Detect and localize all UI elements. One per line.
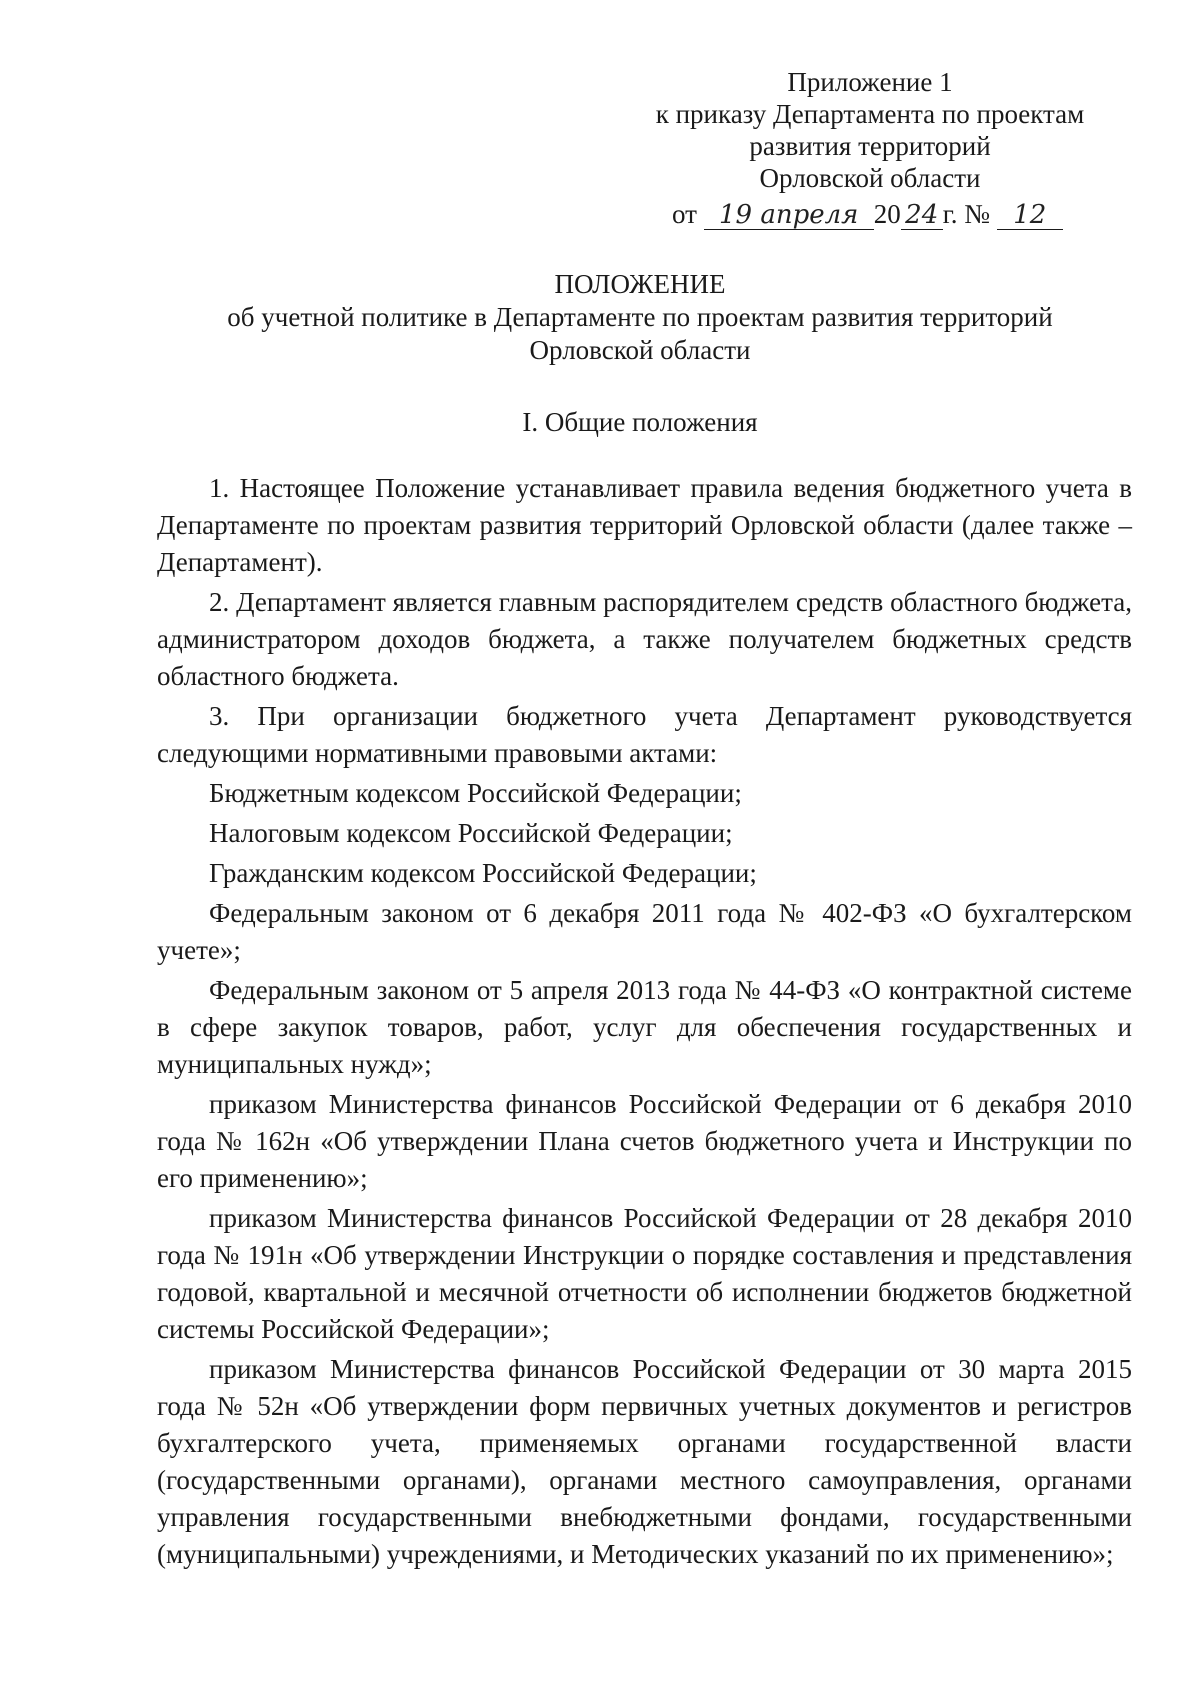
paragraph: 1. Настоящее Положение устанавливает правила ведения бюджетного учета в Департаменте по проектам развития территорий Орловской области (далее также – Департамент). xyxy=(157,473,1132,577)
paragraph: приказом Министерства финансов Российской Федерации от 6 декабря 2010 года № 162н «Об утверждении Плана счетов бюджетного учета и Инструкции по его применению»; xyxy=(157,1089,1132,1193)
year-prefix: 20 xyxy=(873,199,901,229)
paragraph: Федеральным законом от 5 апреля 2013 года № 44-ФЗ «О контрактной системе в сфере закупок товаров, работ, услуг для обеспечения государственных и муниципальных нужд»; xyxy=(157,975,1132,1079)
handwritten-order-number: 12 xyxy=(997,201,1063,230)
document-title xyxy=(150,268,1130,367)
handwritten-year: 24 xyxy=(901,201,943,230)
title-subtitle-1: об учетной политике в Департаменте по проектам развития территорий xyxy=(227,302,1053,332)
handwritten-date: 19 апреля xyxy=(704,201,874,230)
title-subtitle-2: Орловской области xyxy=(529,335,751,365)
date-prefix: от xyxy=(672,199,697,229)
paragraph: Налоговым кодексом Российской Федерации; xyxy=(209,818,733,848)
paragraph: приказом Министерства финансов Российской Федерации от 28 декабря 2010 года № 191н «Об утверждении Инструкции о порядке составления и представления годовой, квартальной и месячной отчетности об исполнении бюджетов бюджетной системы Российской Федерации»; xyxy=(157,1203,1132,1344)
order-date-line xyxy=(620,198,1120,230)
paragraph: Бюджетным кодексом Российской Федерации; xyxy=(209,778,742,808)
appendix-line-3: развития территорий xyxy=(749,131,991,161)
paragraph: 2. Департамент является главным распорядителем средств областного бюджета, администратором доходов бюджета, а также получателем бюджетных средств областного бюджета. xyxy=(157,587,1132,691)
section-heading: I. Общие положения xyxy=(522,407,758,437)
year-unit: г. № xyxy=(942,199,990,229)
appendix-line-1: Приложение 1 xyxy=(787,67,953,97)
paragraph: Федеральным законом от 6 декабря 2011 года № 402-ФЗ «О бухгалтерском учете»; xyxy=(157,898,1132,965)
document-body xyxy=(157,470,1132,1576)
paragraph: Гражданским кодексом Российской Федерации; xyxy=(209,858,757,888)
paragraph: приказом Министерства финансов Российской Федерации от 30 марта 2015 года № 52н «Об утверждении форм первичных учетных документов и регистров бухгалтерского учета, применяемых органами государственной власти (государственными органами), органами местного самоуправления, органами управления государственными внебюджетными фондами, государственными (муниципальными) учреждениями, и Методических указаний по их применению»; xyxy=(157,1354,1132,1569)
appendix-line-4: Орловской области xyxy=(759,163,981,193)
appendix-block xyxy=(620,66,1120,230)
appendix-line-2: к приказу Департамента по проектам xyxy=(655,99,1085,129)
title-heading: ПОЛОЖЕНИЕ xyxy=(554,269,726,299)
paragraph: 3. При организации бюджетного учета Департамент руководствуется следующими нормативными правовыми актами: xyxy=(157,701,1132,768)
